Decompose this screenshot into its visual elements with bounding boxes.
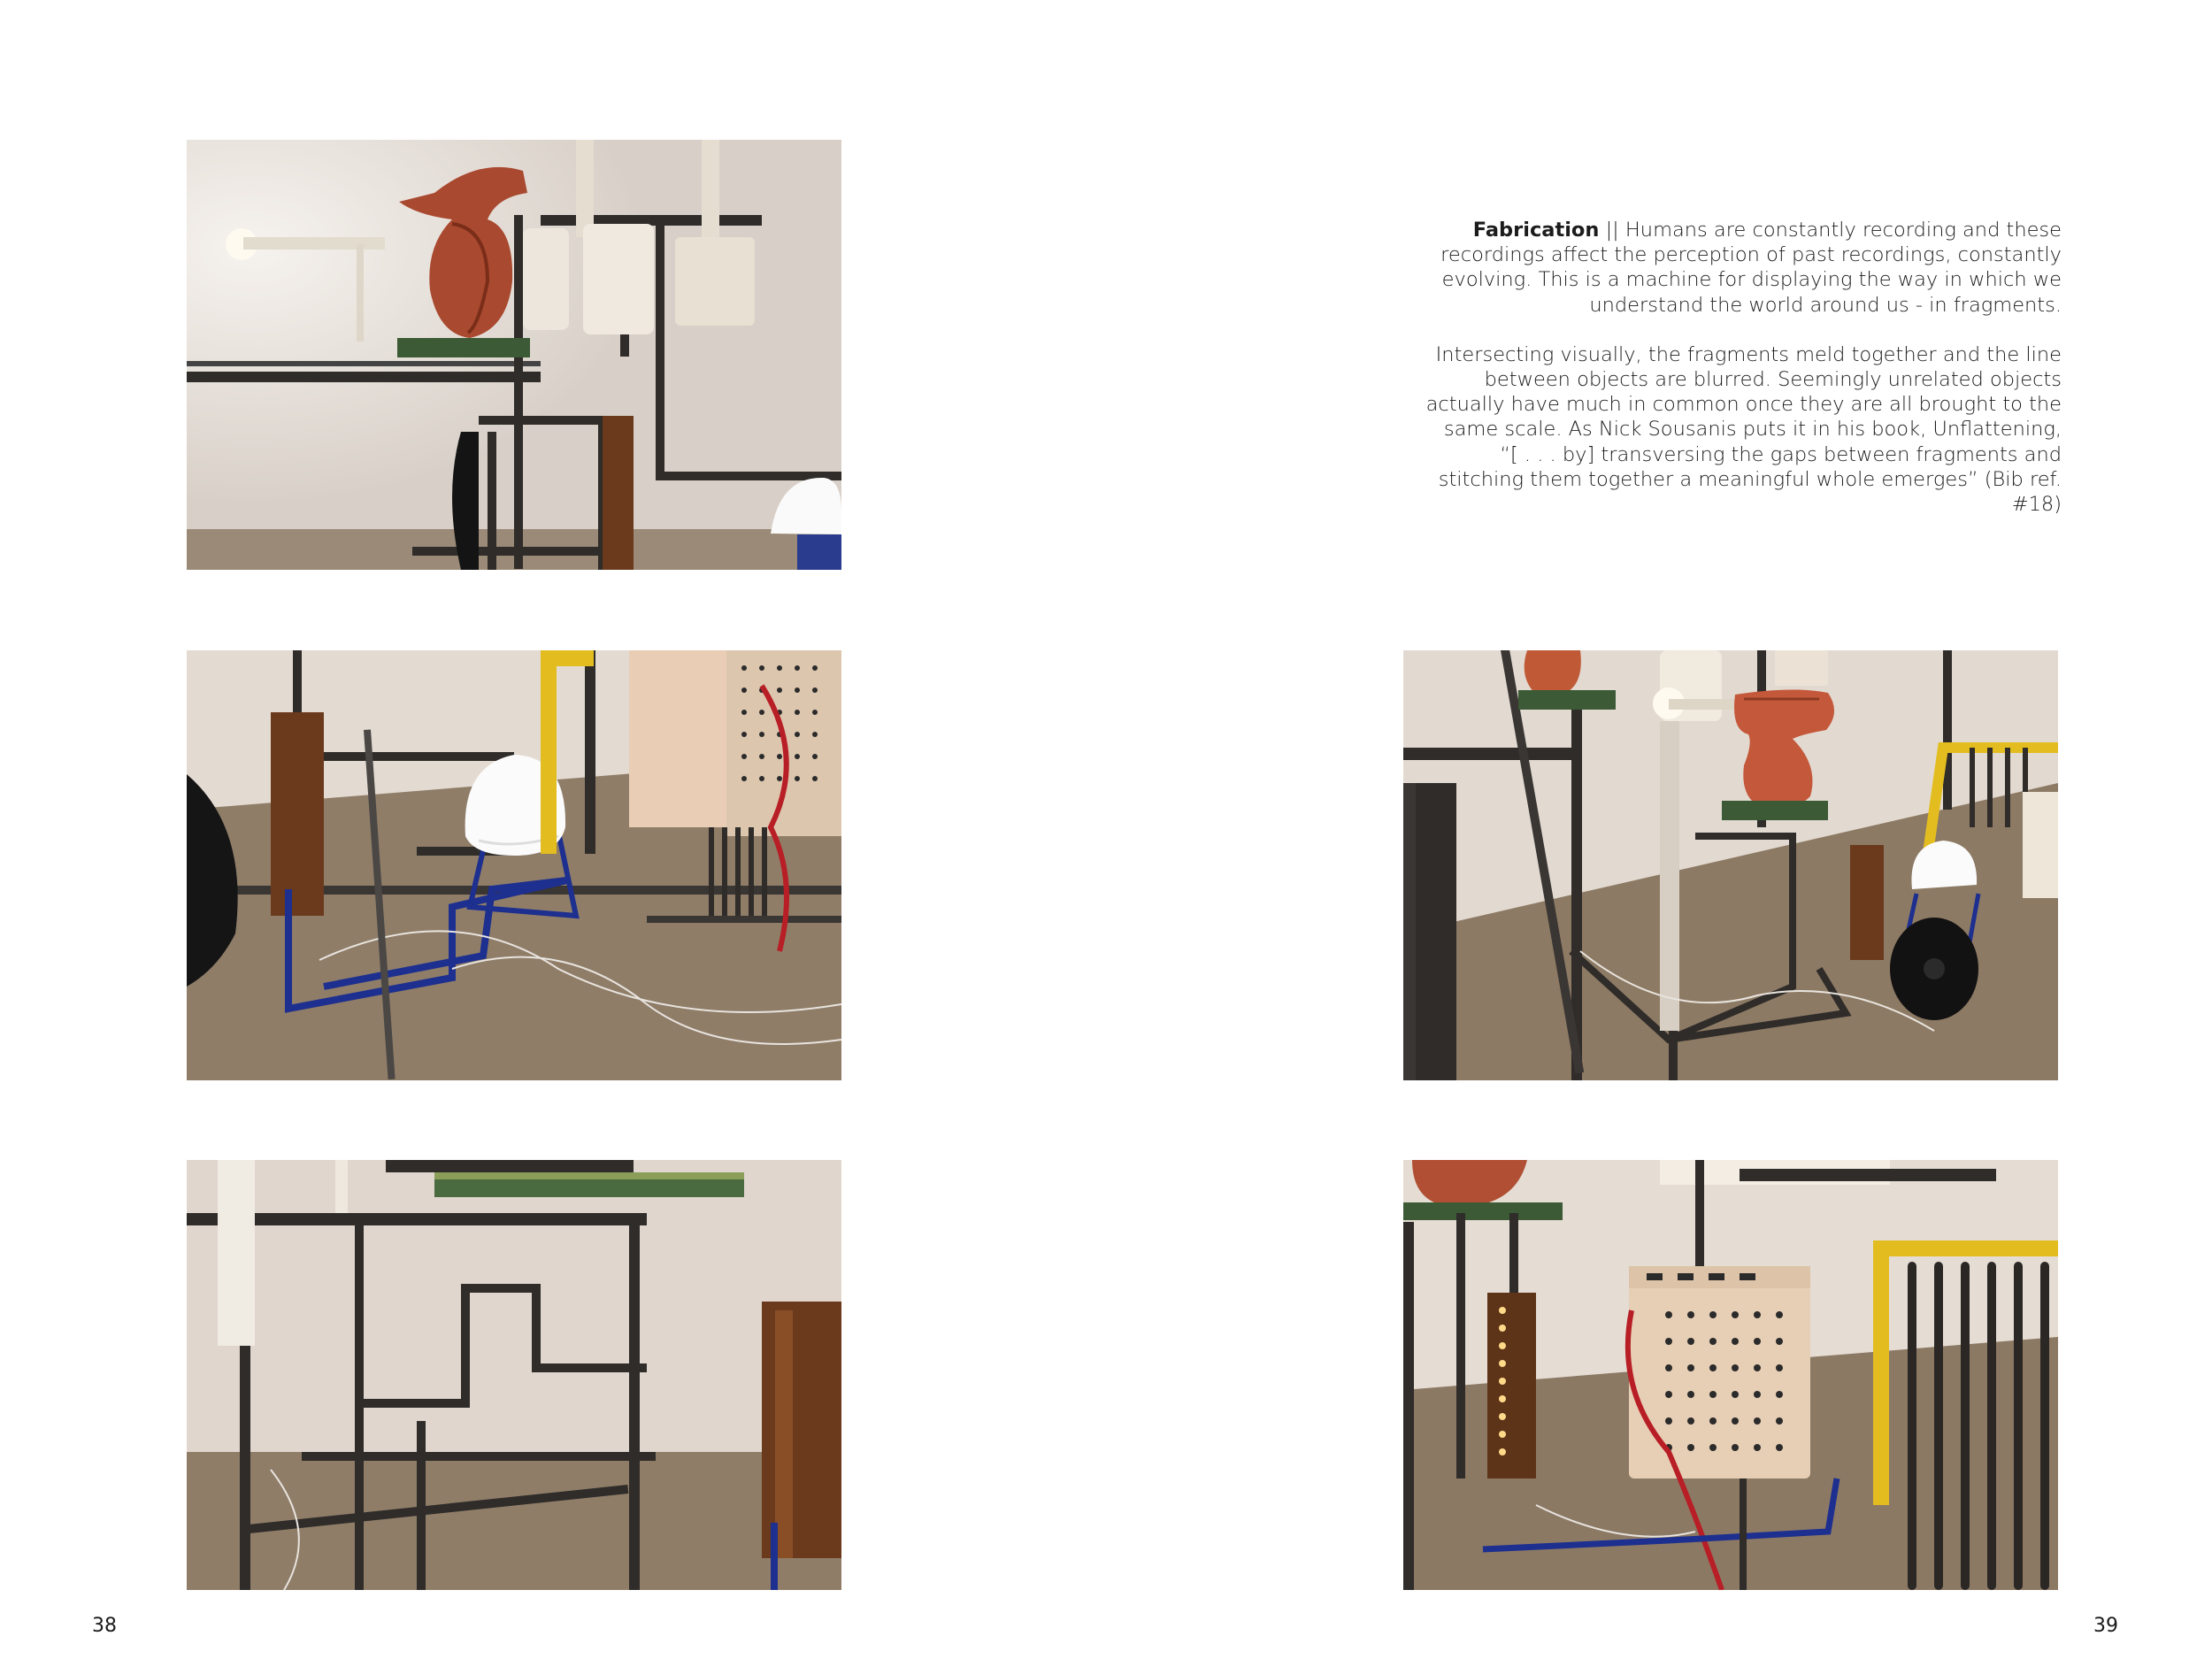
body-text — [1425, 218, 2062, 517]
paragraph-intersecting: Intersecting visually, the fragments meld together and the line between objects are blurred. Seemingly unrelated objects actually have much in common once they are all brought to the same scale. As Nick Sousanis puts it in his book, Unflattening, “[ . . . by] transversing the gaps between fragments and stitching them together a meaningful whole emerges” (Bib ref. #18) — [1425, 342, 2062, 517]
photo-installation-top — [187, 140, 841, 570]
page-number-right: 39 — [2093, 1615, 2118, 1637]
term-separator: || — [1599, 219, 1625, 242]
photo-installation-orange-sculpture — [1403, 650, 2058, 1080]
right-page — [1106, 0, 2212, 1659]
paragraph-1-text: Humans are constantly recording and these recordings affect the perception of past recordings, constantly evolving. This is a machine for displaying the way in which we understand the world around us - in fragments. — [1440, 219, 2062, 317]
page-number-left: 38 — [92, 1615, 117, 1637]
photo-installation-metal-frame — [187, 1160, 841, 1590]
photo-installation-pegboard-box — [1403, 1160, 2058, 1590]
term-fabrication: Fabrication — [1472, 219, 1600, 242]
paragraph-fabrication — [1425, 218, 2062, 318]
photo-installation-lamp-blue-frame — [187, 650, 841, 1080]
